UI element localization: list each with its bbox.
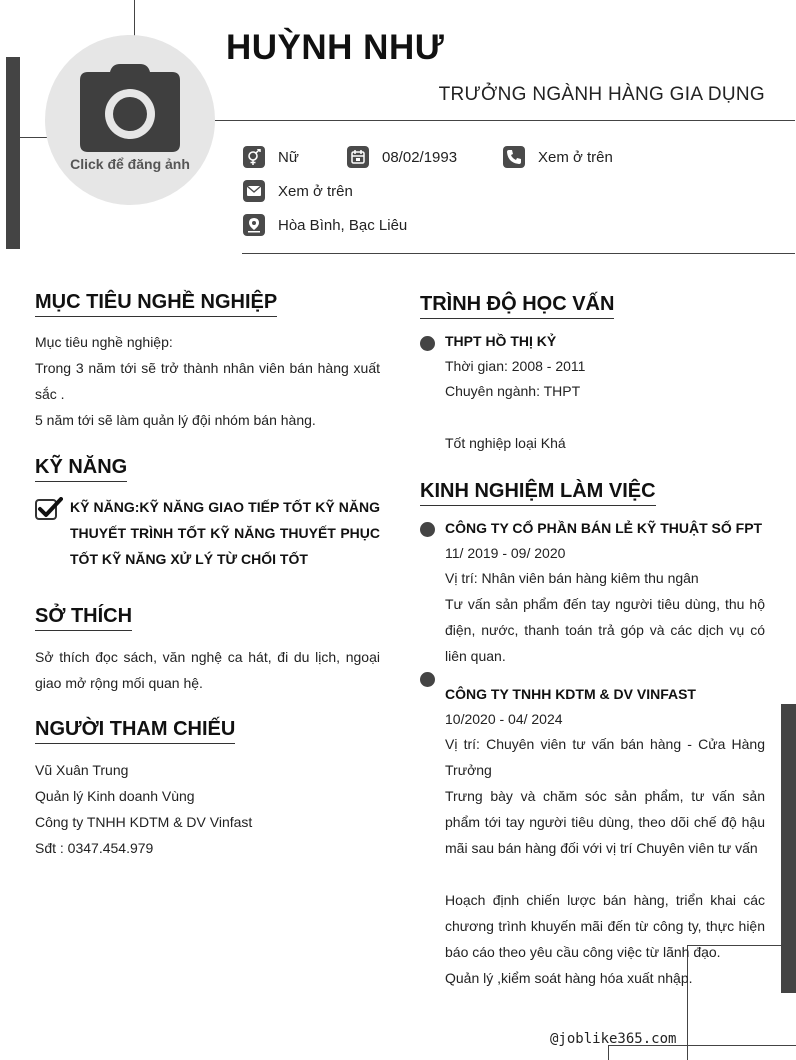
company-name: CÔNG TY TNHH KDTM & DV VINFAST: [445, 686, 696, 702]
education-entry: [445, 329, 765, 456]
reference-line: Sđt : 0347.454.979: [35, 840, 154, 856]
job-position: Vị trí: Nhân viên bán hàng kiêm thu ngân: [445, 570, 699, 586]
gender-icon: [243, 146, 265, 168]
phone-value: Xem ở trên: [538, 148, 613, 166]
job-description: Hoạch định chiến lược bán hàng, triển khai các chương trình khuyến mãi đến từ công ty, thực hiện báo cáo theo yêu cầu công việc từ lãnh đạo.: [445, 892, 765, 960]
address-value: Hòa Bình, Bạc Liêu: [278, 216, 408, 234]
job-entry: [445, 516, 765, 669]
timeline-dot: [420, 336, 435, 351]
experience-heading: KINH NGHIỆM LÀM VIỆC: [420, 480, 656, 506]
contact-address: [243, 214, 407, 236]
objective-line: 5 năm tới sẽ làm quản lý đội nhóm bán hàng.: [35, 412, 316, 428]
photo-left-line: [20, 137, 47, 138]
watermark: @joblike365.com: [550, 1031, 677, 1047]
gender-value: Nữ: [278, 148, 299, 166]
skills-text: KỸ NĂNG:KỸ NĂNG GIAO TIẾP TỐT KỸ NĂNG THUYẾT TRÌNH TỐT KỸ NĂNG THUYẾT PHỤC TỐT KỸ NĂNG XỬ LÝ TỪ CHỐI TỐT: [70, 499, 380, 567]
job-description: Trưng bày và chăm sóc sản phẩm, tư vấn sản phẩm tới tay người tiêu dùng, theo dõi chế độ hậu mãi sau bán hàng đối với vị trí Chuyên viên tư vấn: [445, 788, 765, 856]
contact-email: [243, 180, 353, 202]
job-period: 10/2020 - 04/ 2024: [445, 711, 563, 727]
objective-heading: MỤC TIÊU NGHỀ NGHIỆP: [35, 291, 277, 317]
education-heading: TRÌNH ĐỘ HỌC VẤN: [420, 293, 614, 319]
phone-icon: [503, 146, 525, 168]
email-icon: [243, 180, 265, 202]
header-divider: [215, 120, 795, 121]
birthday-value: 08/02/1993: [382, 148, 458, 166]
left-accent-bar: [6, 57, 20, 249]
calendar-icon: [347, 146, 369, 168]
location-pin-icon: [243, 214, 265, 236]
objective-line: Trong 3 năm tới sẽ trở thành nhân viên bán hàng xuất sắc .: [35, 360, 380, 402]
avatar-upload[interactable]: [45, 35, 215, 205]
camera-icon: [80, 64, 180, 152]
hobbies-heading: SỞ THÍCH: [35, 605, 132, 631]
bottom-frame-v2: [608, 1045, 609, 1060]
objective-text: [35, 329, 380, 433]
checkbox-checked-icon: [35, 497, 63, 521]
timeline-dot: [420, 522, 435, 537]
education-result: Tốt nghiệp loại Khá: [445, 435, 566, 451]
job-period: 11/ 2019 - 09/ 2020: [445, 545, 566, 561]
references-text: [35, 757, 380, 861]
contact-divider: [242, 253, 795, 254]
contact-gender: [243, 146, 299, 168]
hobbies-text: Sở thích đọc sách, văn nghệ ca hát, đi du lịch, ngoại giao mở rộng mối quan hệ.: [35, 649, 380, 691]
job-title: TRƯỞNG NGÀNH HÀNG GIA DỤNG: [438, 84, 765, 105]
reference-line: Vũ Xuân Trung: [35, 762, 129, 778]
references-heading: NGƯỜI THAM CHIẾU: [35, 718, 235, 744]
education-major: Chuyên ngành: THPT: [445, 383, 581, 399]
contact-birthday: [347, 146, 457, 168]
job-description: Quản lý ,kiểm soát hàng hóa xuất nhập.: [445, 970, 693, 986]
objective-line: Mục tiêu nghề nghiệp:: [35, 334, 173, 350]
photo-caption: Click để đăng ảnh: [70, 156, 190, 172]
reference-line: Công ty TNHH KDTM & DV Vinfast: [35, 814, 253, 830]
right-accent-bar: [781, 704, 796, 993]
education-time: Thời gian: 2008 - 2011: [445, 358, 586, 374]
job-entry: [445, 682, 765, 991]
email-value: Xem ở trên: [278, 182, 353, 200]
job-description: Tư vấn sản phẩm đến tay người tiêu dùng, thu hộ điện, nước, thanh toán trả góp và các dịch vụ có liên quan.: [445, 596, 765, 664]
school-name: THPT HỒ THỊ KỶ: [445, 333, 557, 349]
timeline-dot: [420, 672, 435, 687]
reference-line: Quản lý Kinh doanh Vùng: [35, 788, 195, 804]
candidate-name: HUỲNH NHƯ: [226, 28, 445, 67]
company-name: CÔNG TY CỔ PHẦN BÁN LẺ KỸ THUẬT SỐ FPT: [445, 520, 763, 536]
top-vertical-line: [134, 0, 135, 36]
job-position: Vị trí: Chuyên viên tư vấn bán hàng - Cửa Hàng Trưởng: [445, 736, 765, 778]
skills-heading: KỸ NĂNG: [35, 456, 127, 482]
contact-phone: [503, 146, 613, 168]
